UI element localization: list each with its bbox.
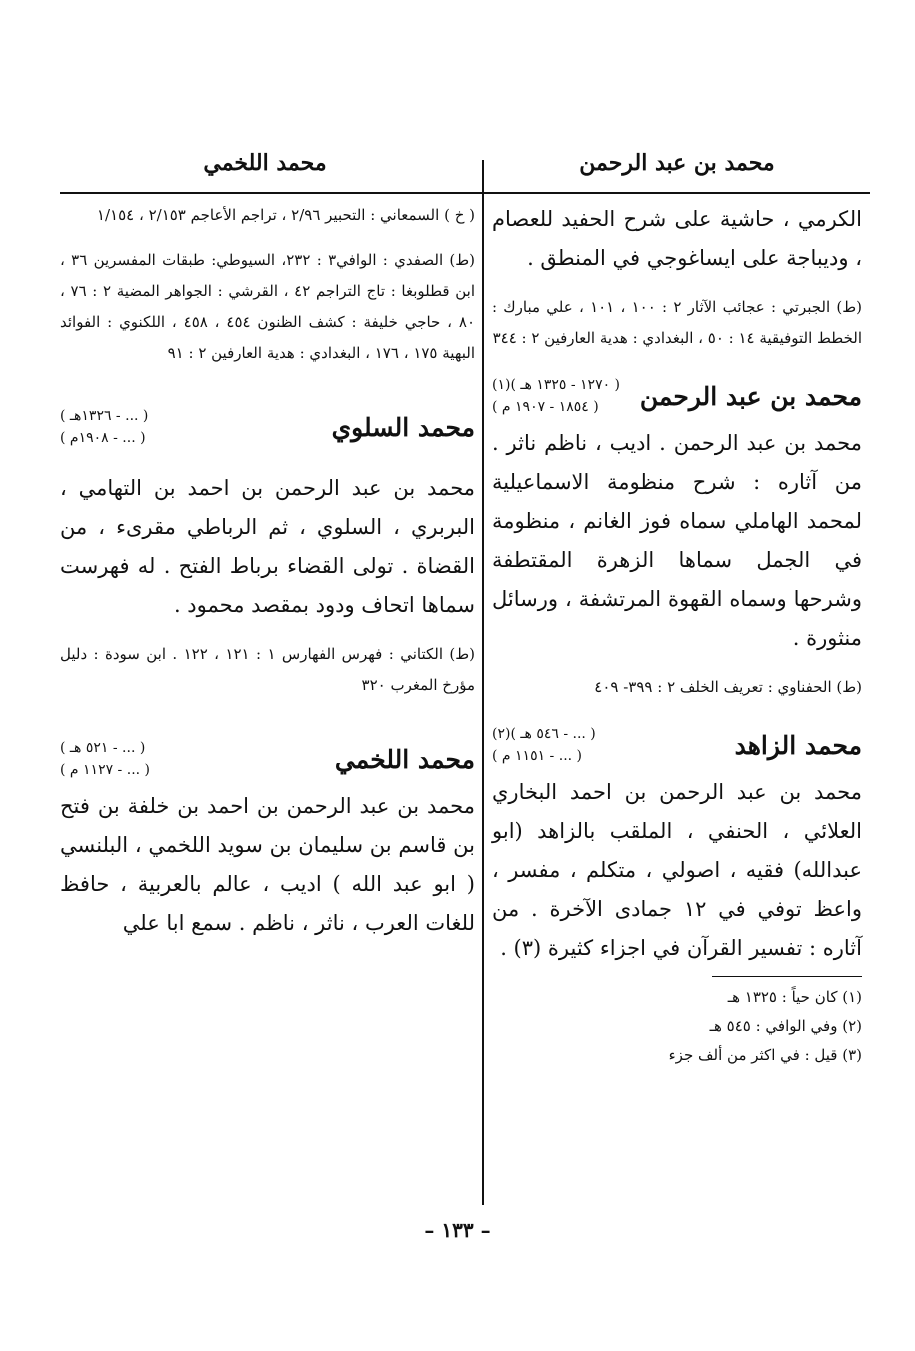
dates-hijri: ( ... - ٥٢١ هـ )	[60, 740, 146, 756]
right-column	[492, 200, 862, 1070]
dates-hijri: ( ١٢٧٠ - ١٣٢٥ هـ )(١)	[492, 377, 621, 393]
entry-text: محمد بن عبد الرحمن بن احمد بن خلفة بن فتح بن قاسم بن سليمان بن سويد اللخمي ، البلنسي ( ابو عبد الله ) اديب ، عالم بالعربية ، حافظ للغات العرب ، ناثر ، ناظم . سمع ابا علي	[60, 794, 475, 935]
dates-gregorian: ( ١٨٥٤ - ١٩٠٧ م )	[492, 399, 599, 415]
dates-gregorian: ( ... - ١٩٠٨م )	[60, 430, 146, 446]
footnote-rule	[712, 976, 862, 977]
sources: ( خ ) السمعاني : التحبير ٢/٩٦ ، تراجم الأعاجم ٢/١٥٣ ، ١/١٥٤	[96, 206, 475, 224]
sources: (ط) الكتاني : فهرس الفهارس ١ : ١٢١ ، ١٢٢ . ابن سودة : دليل مؤرخ المغرب ٣٢٠	[60, 645, 475, 694]
entry-heading	[60, 737, 475, 781]
entry-text: محمد بن عبد الرحمن بن احمد بن التهامي ، البربري ، السلوي ، ثم الرباطي مقرىء ، من القضاة . تولى القضاء برباط الفتح . له فهرست سماها اتحاف ودود بمقصد محمود .	[60, 476, 475, 617]
left-column	[60, 200, 475, 943]
footnote: (٢) وفي الوافي : ٥٤٥ هـ	[709, 1017, 862, 1035]
entry-dates	[492, 374, 620, 418]
dates-gregorian: ( ... - ١١٥١ م )	[492, 748, 583, 764]
entry-name: محمد الزاهد	[734, 730, 862, 760]
running-head-right: محمد بن عبد الرحمن	[579, 150, 775, 176]
footnote: (١) كان حياً : ١٣٢٥ هـ	[727, 988, 862, 1006]
page-number: – ١٣٣ –	[424, 1218, 491, 1242]
header-rule	[60, 192, 870, 194]
entry-heading	[492, 374, 862, 418]
entry-text: محمد بن عبد الرحمن بن احمد البخاري العلائي ، الحنفي ، الملقب بالزاهد (ابو عبدالله) فقيه ، اصولي ، متكلم ، مفسر ، واعظ توفي في ١٢ جمادى الآخرة . من آثاره : تفسير القرآن في اجزاء كثيرة (٣) .	[492, 780, 862, 960]
footnote: (٣) قيل : في اكثر من ألف جزء	[668, 1046, 862, 1064]
sources: (ط) الحفناوي : تعريف الخلف ٢ : ٣٩٩- ٤٠٩	[594, 678, 862, 696]
entry-name: محمد السلوي	[331, 412, 475, 442]
entry-heading	[492, 723, 862, 767]
entry-dates	[492, 723, 596, 767]
entry-text: محمد بن عبد الرحمن . اديب ، ناظم ناثر . من آثاره : شرح منظومة الاسماعيلية لمحمد الهاملي سماه فوز الغانم ، منظومة في الجمل سماها الزهرة المقتطفة وشرحها وسماه القهوة المرتشفة ، ورسائل منثورة .	[492, 431, 862, 650]
entry-heading	[60, 405, 475, 449]
running-head-left: محمد اللخمي	[203, 150, 327, 176]
column-divider	[482, 160, 484, 1205]
entry-name: محمد اللخمي	[334, 744, 475, 774]
continued-text: الكرمي ، حاشية على شرح الحفيد للعصام ، وديباجة على ايساغوجي في المنطق .	[492, 207, 862, 270]
sources: (ط) الصفدي : الوافي٣ : ٢٣٢، السيوطي: طبقات المفسرين ٣٦ ، ابن قطلوبغا : تاج التراجم ٤٢ ، القرشي : الجواهر المضية ٢ : ٧٦ ، ٨٠ ، حاجي خليفة : كشف الظنون ٤٥٤ ، ٤٥٨ ، اللكنوي : الفوائد البهية ١٧٥ ، ١٧٦ ، البغدادي : هدية العارفين ٢ : ٩١	[60, 251, 476, 362]
entry-name: محمد بن عبد الرحمن	[639, 381, 862, 411]
dates-hijri: ( ... - ١٣٢٦هـ )	[60, 408, 149, 424]
dates-gregorian: ( ... - ١١٢٧ م )	[60, 762, 151, 778]
entry-dates	[60, 405, 148, 449]
entry-dates	[60, 737, 150, 781]
dates-hijri: ( ... - ٥٤٦ هـ )(٢)	[492, 726, 596, 742]
sources: (ط) الجبرتي : عجائب الآثار ٢ : ١٠٠ ، ١٠١ ، علي مبارك : الخطط التوفيقية ١٤ : ٥٠ ، البغدادي : هدية العارفين ٢ : ٣٤٤	[492, 298, 862, 347]
